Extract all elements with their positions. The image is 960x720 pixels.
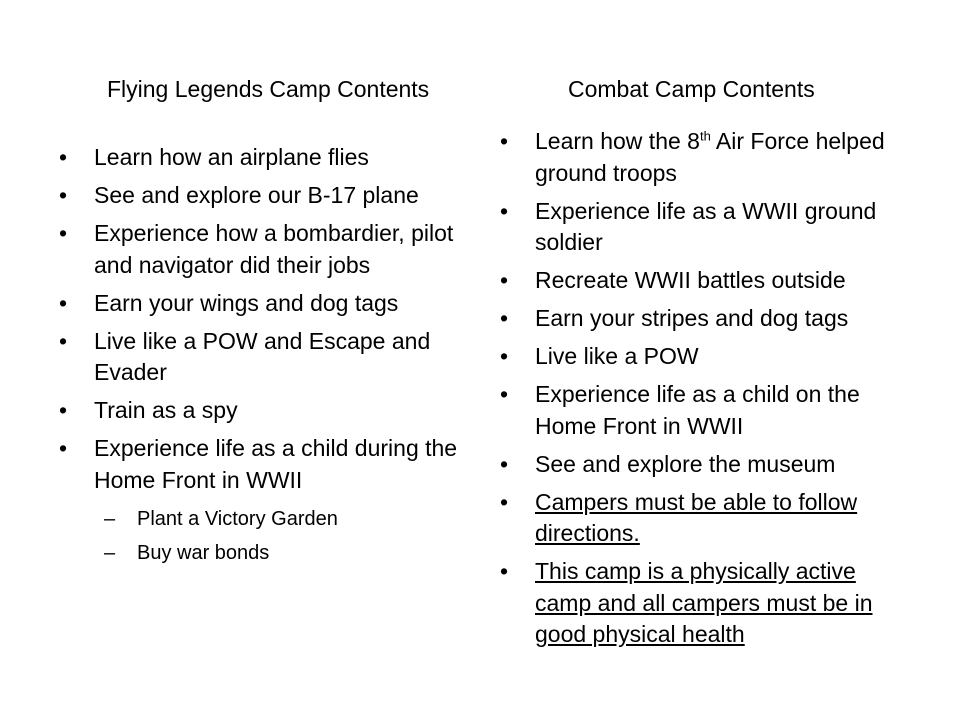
list-item-text: Experience life as a child during the Home Front in WWII bbox=[94, 435, 458, 493]
flying-legends-list bbox=[56, 142, 476, 574]
list-item-air-force bbox=[497, 126, 907, 189]
combat-camp-heading: Combat Camp Contents bbox=[568, 76, 815, 102]
ordinal-suffix: th bbox=[699, 128, 711, 144]
list-item: • Experience how a bombardier, pilot and navigator did their jobs bbox=[56, 218, 476, 281]
list-item: • Experience life as a WWII ground soldier bbox=[497, 196, 907, 259]
home-front-sublist bbox=[94, 506, 476, 566]
list-item: • Earn your wings and dog tags bbox=[56, 288, 476, 320]
list-item: • Live like a POW bbox=[497, 341, 907, 373]
list-item-requirement bbox=[497, 487, 907, 550]
list-item: • See and explore our B-17 plane bbox=[56, 180, 476, 212]
flying-legends-heading: Flying Legends Camp Contents bbox=[107, 76, 430, 102]
requirement-text: This camp is a physically active camp and all campers must be in good physical health bbox=[535, 558, 873, 647]
list-item: • See and explore the museum bbox=[497, 449, 907, 481]
combat-camp-list bbox=[497, 126, 907, 657]
list-item-text-start: Learn how the 8 bbox=[535, 128, 700, 154]
sublist-item: – Plant a Victory Garden bbox=[94, 506, 476, 532]
list-item: • Learn how an airplane flies bbox=[56, 142, 476, 174]
requirement-text: Campers must be able to follow directions. bbox=[535, 488, 858, 546]
list-item: • Experience life as a child on the Home Front in WWII bbox=[497, 379, 907, 442]
list-item: • Live like a POW and Escape and Evader bbox=[56, 326, 476, 389]
list-item: • Recreate WWII battles outside bbox=[497, 265, 907, 297]
list-item: • Train as a spy bbox=[56, 395, 476, 427]
list-item-requirement bbox=[497, 556, 907, 651]
list-item: • Earn your stripes and dog tags bbox=[497, 303, 907, 335]
list-item-text-end: Air Force helped ground troops bbox=[535, 128, 885, 186]
sublist-item: – Buy war bonds bbox=[94, 540, 476, 566]
list-item-home-front bbox=[56, 433, 476, 566]
